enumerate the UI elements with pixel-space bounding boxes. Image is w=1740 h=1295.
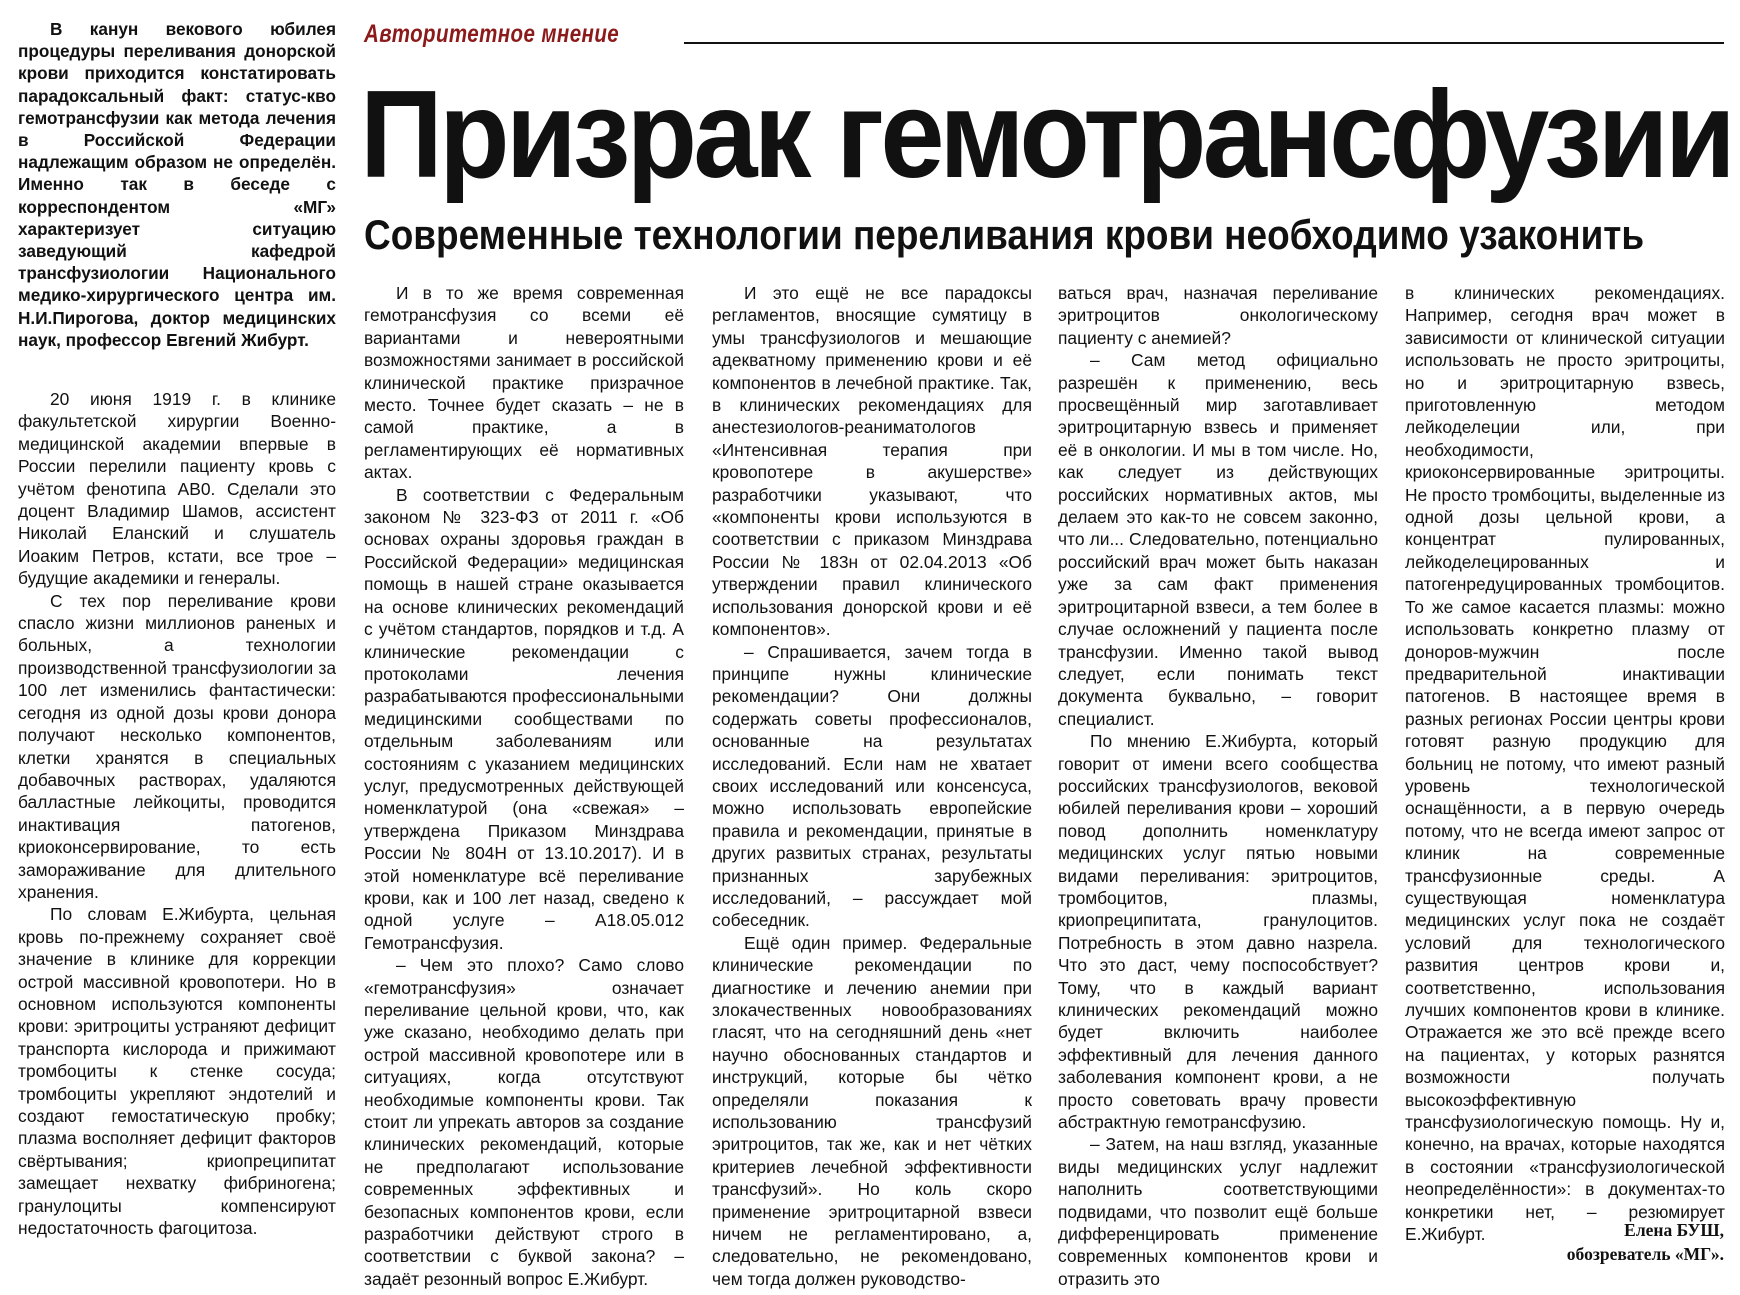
rubric-row bbox=[364, 18, 1724, 58]
paragraph: 20 июня 1919 г. в клинике факультетской хирургии Военно-медицинской академии впервые в России перелили пациенту кровь с учётом фенотипа АВ0. Сделали это доцент Владимир Шамов, ассистент Николай Еланский и слушатель Иоаким Петров, кстати, все трое – будущие академики и генералы. bbox=[18, 389, 336, 589]
rubric-label: Авторитетное мнение bbox=[364, 20, 620, 48]
text-column-4 bbox=[1058, 282, 1378, 1290]
paragraph: И в то же время современная гемотрансфузия со всеми её вариантами и невероятными возможностями занимает в российской клинической практике призрачное место. Точнее будет сказать – не в самой практике, а в регламентирующих её нормативных актах. bbox=[364, 283, 684, 483]
paragraph: И это ещё не все парадоксы регламентов, вносящие сумятицу в умы трансфузиологов и мешающие адекватному применению крови и её компонентов в лечебной практике. Так, в клинических рекомендациях для анестезиологов-реаниматологов «Интенсивная терапия при кровопотере в акушерстве» разработчики указывают, что «компоненты крови используются в соответствии с приказом Минздрава России № 183н от 02.04.2013 «Об утверждении правил клинического использования донорской крови и её компонентов». bbox=[712, 283, 1032, 640]
byline-role: обозреватель «МГ». bbox=[1566, 1244, 1724, 1264]
text-column-2 bbox=[364, 282, 684, 1290]
paragraph: По словам Е.Жибурта, цельная кровь по-прежнему сохраняет своё значение в клинике для коррекции острой массивной кровопотери. Но в основном используются компоненты крови: эритроциты устраняют дефицит транспорта кислорода и прижимают тромбоциты к стенке сосуда; тромбоциты укрепляют эндотелий и создают гемостатическую пробку; плазма восполняет дефицит факторов свёртывания; криопреципитат замещает нехватку фибриногена; гранулоциты компенсируют недостаточность фагоцитоза. bbox=[18, 904, 336, 1239]
article-lead: В канун векового юбилея процедуры переливания донорской крови приходится констатировать парадоксальный факт: статус-кво гемотрансфузии как метода лечения в Российской Федерации надлежащим образом не определён. Именно так в беседе с корреспондентом «МГ» характеризует ситуацию заведующий кафедрой трансфузиологии Национального медико-хирургического центра им. Н.И.Пирогова, доктор медицинских наук, профессор Евгений Жибурт. bbox=[18, 19, 336, 350]
byline-author: Елена БУШ, bbox=[1624, 1220, 1724, 1240]
paragraph: В соответствии с Федеральным законом № 323-ФЗ от 2011 г. «Об основах охраны здоровья граждан в Российской Федерации» медицинская помощь в нашей стране оказывается на основе клинических рекомендаций с учётом стандартов, порядков и т.д. А клинические рекомендации с протоколами лечения разрабатываются профессиональными медицинскими сообществами по отдельным заболеваниям или состояниям с указанием медицинских услуг, предусмотренных действующей номенклатурой (она «свежая» – утверждена Приказом Минздрава России № 804Н от 13.10.2017). И в этой номенклатуре всё переливание крови, как и 100 лет назад, сведено к одной услуге – А18.05.012 Гемотрансфузия. bbox=[364, 484, 684, 953]
text-column-5 bbox=[1405, 282, 1725, 1245]
paragraph: – Сам метод официально разрешён к применению, весь просвещённый мир заготавливает эритроцитарную взвесь и применяет её в онкологии. И мы в том числе. Но, как следует из действующих российских нормативных актов, мы делаем это как-то не совсем законно, что ли... Следовательно, потенциально российский врач может быть наказан уже за сам факт применения эритроцитарной взвеси, а тем более в случае осложнений у пациента после трансфузии. Именно такой вывод следует, если понимать текст документа буквально, – говорит специалист. bbox=[1058, 350, 1378, 729]
rubric-divider bbox=[684, 42, 1724, 44]
article-subtitle: Современные технологии переливания крови необходимо узаконить bbox=[364, 211, 1645, 258]
paragraph: в клинических рекомендациях. Например, сегодня врач может в зависимости от клинической ситуации использовать не просто эритроциты, но и эритроцитарную взвесь, приготовленную методом лейкоделеции или, при необходимости, криоконсервированные эритроциты. Не просто тромбоциты, выделенные из одной дозы цельной крови, а концентрат пулированных, лейкоделецированных и патогенредуцированных тромбоцитов. То же самое касается плазмы: можно использовать конкретно плазму от доноров-мужчин после предварительной инактивации патогенов. В настоящее время в разных регионах России центры крови готовят разную продукцию для больниц не потому, что имеют разный уровень технологической оснащённости, а в первую очередь потому, что не всегда имеют запрос от клиник на современные трансфузионные среды. А существующая номенклатура медицинских услуг пока не создаёт условий для технологического развития центров крови и, соответственно, использования лучших компонентов крови в клинике. Отражается же это всё прежде всего на пациентах, у которых разнятся возможности получать высокоэффективную трансфузиологическую помощь. Ну и, конечно, на врачах, которые находятся в состоянии «трансфузиологической неопределённости»: в документах-то конкретики нет, – резюмирует Е.Жибурт. bbox=[1405, 283, 1725, 1245]
byline bbox=[1567, 1218, 1724, 1266]
paragraph: По мнению Е.Жибурта, который говорит от имени всего сообщества российских трансфузиологов, вековой юбилей переливания крови – хороший повод дополнить номенклатуру медицинских услуг пятью новыми видами переливания: эритроцитов, тромбоцитов, плазмы, криопреципитата, гранулоцитов. Потребность в этом давно назрела. Что это даст, чему поспособствует? Тому, что в каждый вариант клинических рекомендаций можно будет включить наиболее эффективный для лечения данного заболевания компонент крови, а не просто советовать врачу провести абстрактную гемотрансфузию. bbox=[1058, 731, 1378, 1133]
paragraph: ваться врач, назначая переливание эритроцитов онкологическому пациенту с анемией? bbox=[1058, 283, 1378, 348]
paragraph: Ещё один пример. Федеральные клинические рекомендации по диагностике и лечению анемии при злокачественных новообразованиях гласят, что на сегодняшний день «нет научно обоснованных стандартов и инструкций, которые бы чётко определяли показания к использованию трансфузий эритроцитов, так же, как и нет чётких критериев лечебной эффективности трансфузий». Но коль скоро применение эритроцитарной взвеси ничем не регламентировано, а, следовательно, не рекомендовано, чем тогда должен руководство- bbox=[712, 932, 1032, 1289]
text-column-3 bbox=[712, 282, 1032, 1290]
paragraph: – Затем, на наш взгляд, указанные виды медицинских услуг надлежит наполнить соответствующими подвидами, что позволит ещё больше дифференцировать применение современных компонентов крови и отразить это bbox=[1058, 1134, 1378, 1289]
article-title: Призрак гемотрансфузии bbox=[360, 66, 1732, 204]
paragraph: С тех пор переливание крови спасло жизни миллионов раненых и больных, а технологии производственной трансфузиологии за 100 лет изменились фантастически: сегодня из одной дозы крови донора получают несколько компонентов, клетки хранятся в специальных добавочных растворах, удаляются балластные лейкоциты, проводится инактивация патогенов, криоконсервирование, то есть замораживание для длительного хранения. bbox=[18, 590, 336, 902]
paragraph: – Чем это плохо? Само слово «гемотрансфузия» означает переливание цельной крови, что, как уже сказано, необходимо делать при острой массивной кровопотере или в ситуациях, когда отсутствуют необходимые компоненты крови. Так стоит ли упрекать авторов за создание клинических рекомендаций, которые не предполагают использование современных эффективных и безопасных компонентов крови, если разработчики действуют строго в соответствии с буквой закона? – задаёт резонный вопрос Е.Жибурт. bbox=[364, 955, 684, 1289]
text-column-1 bbox=[18, 388, 336, 1239]
paragraph: – Спрашивается, зачем тогда в принципе нужны клинические рекомендации? Они должны содержать советы профессионалов, основанные на результатах исследований. Если нам не хватает своих исследований или консенсуса, можно использовать европейские правила и рекомендации, принятые в других развитых странах, результаты признанных зарубежных исследований, – рассуждает мой собеседник. bbox=[712, 641, 1032, 931]
